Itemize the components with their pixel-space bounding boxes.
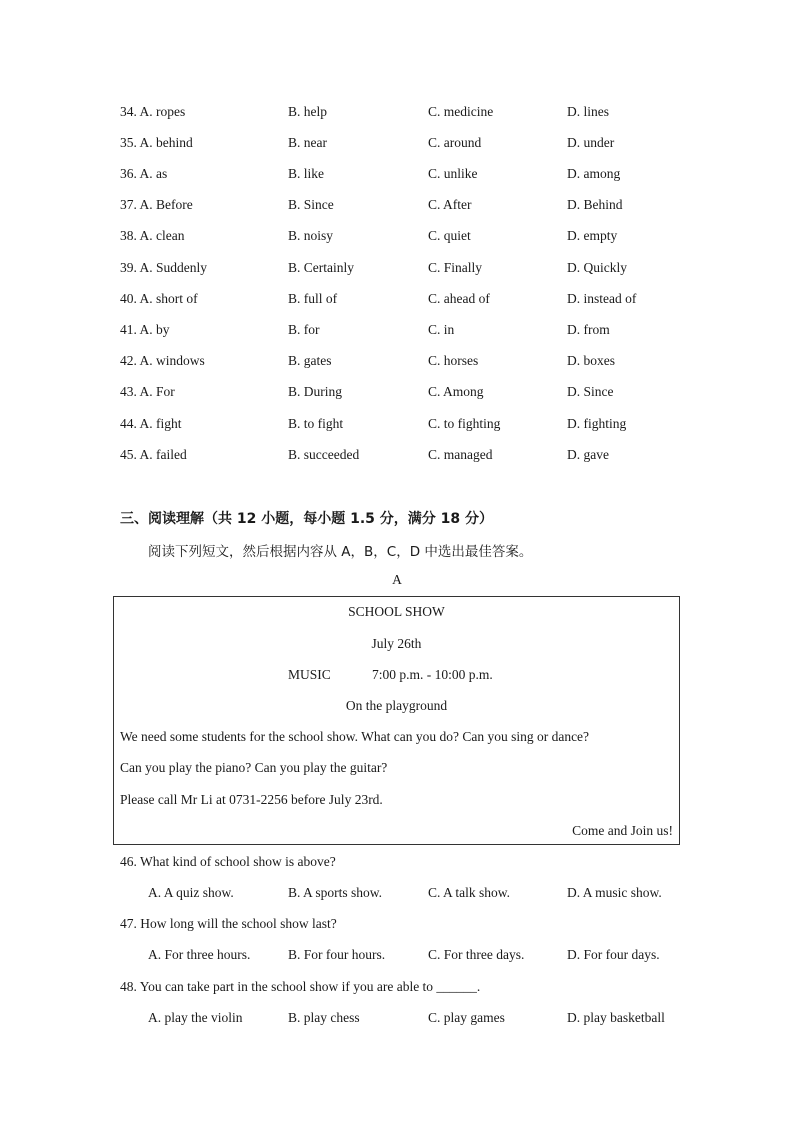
option-c: C. to fighting [428, 416, 501, 431]
option-b: B. full of [288, 291, 338, 306]
option-a: 35. A. behind [120, 135, 193, 150]
poster-music-label: MUSIC [288, 667, 331, 682]
cloze-row [0, 291, 794, 311]
option-a: 37. A. Before [120, 197, 193, 212]
cloze-row [0, 228, 794, 248]
option-b: B. Since [288, 197, 334, 212]
option-a: 44. A. fight [120, 416, 182, 431]
cloze-row [0, 135, 794, 155]
option-d: D. For four days. [567, 947, 660, 962]
option-d: D. Quickly [567, 260, 627, 275]
option-b: B. During [288, 384, 342, 399]
option-d: D. Behind [567, 197, 623, 212]
question-48-stem: 48. You can take part in the school show if you are able to ______. [120, 979, 481, 994]
option-b: B. play chess [288, 1010, 360, 1025]
option-b: B. For four hours. [288, 947, 386, 962]
option-c: C. unlike [428, 166, 478, 181]
option-c: C. A talk show. [428, 885, 511, 900]
poster-line-2: Can you play the piano? Can you play the guitar? [120, 760, 388, 775]
option-b: B. help [288, 104, 327, 119]
section-heading: 三、阅读理解（共 12 小题，每小题 1.5 分，满分 18 分） [120, 511, 494, 527]
option-a: A. A quiz show. [148, 885, 234, 900]
option-c: C. medicine [428, 104, 494, 119]
option-d: D. fighting [567, 416, 627, 431]
poster-closing: Come and Join us! [572, 823, 673, 838]
option-d: D. Since [567, 384, 614, 399]
option-a: 41. A. by [120, 322, 170, 337]
option-d: D. boxes [567, 353, 615, 368]
option-d: D. among [567, 166, 621, 181]
option-b: B. succeeded [288, 447, 360, 462]
option-a: 42. A. windows [120, 353, 205, 368]
cloze-row [0, 104, 794, 124]
poster-place: On the playground [345, 698, 448, 713]
poster-line-1: We need some students for the school show. What can you do? Can you sing or dance? [120, 729, 590, 744]
option-c: C. After [428, 197, 472, 212]
question-47-options [0, 947, 794, 967]
cloze-row [0, 166, 794, 186]
option-c: C. Finally [428, 260, 483, 275]
option-c: C. around [428, 135, 482, 150]
option-a: 36. A. as [120, 166, 168, 181]
option-b: B. like [288, 166, 324, 181]
option-a: 45. A. failed [120, 447, 187, 462]
cloze-row [0, 353, 794, 373]
option-a: A. For three hours. [148, 947, 251, 962]
option-a: 38. A. clean [120, 228, 185, 243]
option-b: B. gates [288, 353, 332, 368]
poster-date: July 26th [371, 636, 422, 651]
poster-line-3: Please call Mr Li at 0731-2256 before July 23rd. [120, 792, 383, 807]
option-c: C. Among [428, 384, 484, 399]
option-d: D. instead of [567, 291, 637, 306]
option-d: D. empty [567, 228, 618, 243]
poster-title: SCHOOL SHOW [348, 604, 445, 619]
option-c: C. ahead of [428, 291, 490, 306]
cloze-row [0, 384, 794, 404]
cloze-row [0, 322, 794, 342]
question-46-options [0, 885, 794, 905]
option-b: B. for [288, 322, 320, 337]
option-a: A. play the violin [148, 1010, 243, 1025]
section-instruction: 阅读下列短文，然后根据内容从 A，B，C，D 中选出最佳答案。 [148, 544, 533, 560]
option-b: B. noisy [288, 228, 334, 243]
option-c: C. quiet [428, 228, 471, 243]
option-d: D. A music show. [567, 885, 662, 900]
option-c: C. play games [428, 1010, 505, 1025]
cloze-row [0, 447, 794, 467]
option-c: C. horses [428, 353, 479, 368]
question-47-stem: 47. How long will the school show last? [120, 916, 337, 931]
option-a: 34. A. ropes [120, 104, 186, 119]
option-a: 43. A. For [120, 384, 175, 399]
option-d: D. from [567, 322, 610, 337]
option-a: 40. A. short of [120, 291, 198, 306]
option-b: B. Certainly [288, 260, 354, 275]
option-c: C. For three days. [428, 947, 525, 962]
option-a: 39. A. Suddenly [120, 260, 208, 275]
option-d: D. gave [567, 447, 609, 462]
passage-label: A [392, 572, 402, 587]
option-b: B. to fight [288, 416, 344, 431]
option-c: C. managed [428, 447, 493, 462]
option-b: B. A sports show. [288, 885, 383, 900]
option-d: D. play basketball [567, 1010, 665, 1025]
option-d: D. under [567, 135, 615, 150]
option-c: C. in [428, 322, 455, 337]
question-48-options [0, 1010, 794, 1030]
cloze-row [0, 260, 794, 280]
cloze-row [0, 416, 794, 436]
school-show-poster [113, 596, 680, 845]
option-d: D. lines [567, 104, 609, 119]
option-b: B. near [288, 135, 327, 150]
poster-time: 7:00 p.m. - 10:00 p.m. [372, 667, 493, 682]
cloze-row [0, 197, 794, 217]
question-46-stem: 46. What kind of school show is above? [120, 854, 336, 869]
